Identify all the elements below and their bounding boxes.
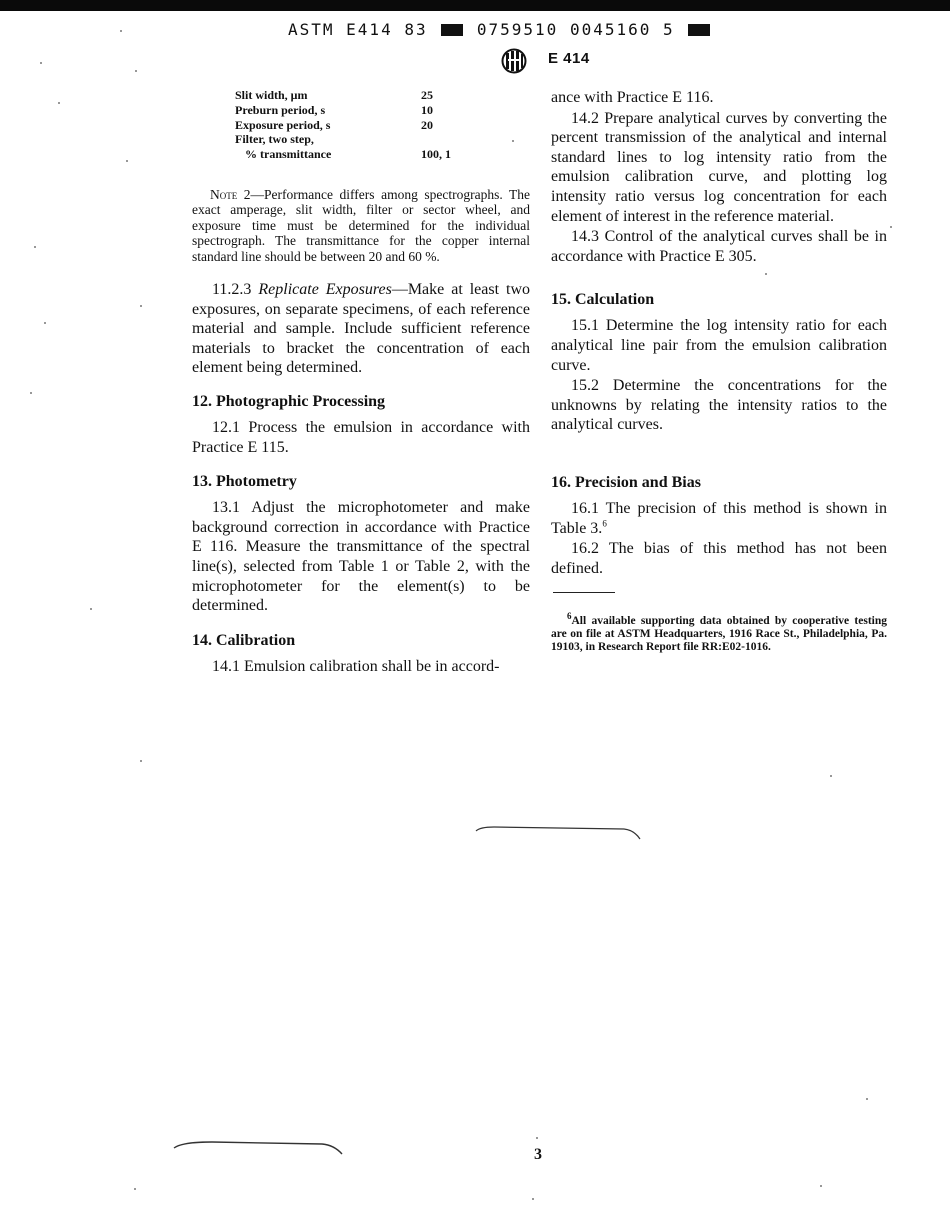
scan-speck xyxy=(40,62,42,64)
scan-speck xyxy=(765,273,767,275)
scan-top-border xyxy=(0,0,950,11)
footnote-ref: 6 xyxy=(602,518,607,529)
right-column xyxy=(551,88,887,654)
scan-speck xyxy=(512,140,514,142)
paragraph-14-2: 14.2 Prepare analytical curves by converting the percent transmission of the analytical and internal standard lines to log intensity ratio from the emulsion calibration curve, and plotting log intensity ratio versus log concentration for each element of interest in the reference material. xyxy=(551,109,887,225)
scan-stroke-mark xyxy=(474,822,644,842)
note-label: Note 2 xyxy=(210,186,251,202)
scan-speck xyxy=(135,70,137,72)
scan-speck xyxy=(90,608,92,610)
heading-precision-and-bias: 16. Precision and Bias xyxy=(551,473,701,491)
parameter-row xyxy=(235,88,530,103)
parameter-value: 100, 1 xyxy=(421,147,451,162)
scan-speck xyxy=(820,1185,822,1187)
scan-speck xyxy=(830,775,832,777)
parameter-label: Preburn period, s xyxy=(235,102,326,117)
footnote xyxy=(551,611,887,654)
heading-photographic-processing: 12. Photographic Processing xyxy=(192,392,386,410)
paragraph-14-1-continued: ance with Practice E 116. xyxy=(551,89,714,106)
scan-speck xyxy=(536,1137,538,1139)
heading-calibration: 14. Calibration xyxy=(192,631,296,649)
footnote-marker: 6 xyxy=(567,611,572,622)
redaction-block xyxy=(441,24,463,36)
section-number: 11.2.3 xyxy=(212,281,252,299)
redaction-block xyxy=(688,24,710,36)
parameter-label: % transmittance xyxy=(245,147,332,162)
paragraph-15-2: 15.2 Determine the concentrations for the unknowns by relating the intensity ratios to the analytical curves. xyxy=(551,377,887,434)
section-title: Replicate Exposures xyxy=(258,281,392,299)
parameter-label: Exposure period, s xyxy=(235,117,331,132)
paragraph-13-1: 13.1 Adjust the microphotometer and make background correction in accordance with Practice E 116. Measure the transmittance of the spectral line(s), selected from Table 1 or Table 2, with the microphotometer for the element(s) to be determined. xyxy=(192,499,530,615)
scan-speck xyxy=(34,246,36,248)
paragraph-11-2-3 xyxy=(192,280,530,378)
paragraph-14-3: 14.3 Control of the analytical curves shall be in accordance with Practice E 305. xyxy=(551,228,887,265)
paragraph-16-1 xyxy=(551,499,887,538)
document-code-header xyxy=(288,20,718,39)
paragraph-12-1: 12.1 Process the emulsion in accordance with Practice E 115. xyxy=(192,418,530,456)
note-text: —Performance differs among spectrographs. The exact amperage, slit width, filter or sector wheel, and exposure time must be determined for the individual spectrograph. The transmittance for the copper internal standard line should be between 20 and 60 %. xyxy=(192,186,530,264)
left-column xyxy=(192,88,530,676)
heading-calculation: 15. Calculation xyxy=(551,291,655,309)
scan-speck xyxy=(134,1188,136,1190)
scan-speck xyxy=(140,760,142,762)
note-2 xyxy=(192,187,530,264)
paragraph-16-2: 16.2 The bias of this method has not been defined. xyxy=(551,540,887,577)
footnote-rule xyxy=(553,592,615,593)
parameter-row xyxy=(235,103,530,118)
scan-speck xyxy=(532,1198,534,1200)
parameter-row xyxy=(235,118,530,133)
parameter-row xyxy=(235,147,530,162)
parameter-value: 10 xyxy=(421,102,433,117)
scan-speck xyxy=(126,160,128,162)
parameter-table xyxy=(235,88,530,162)
parameter-label: Filter, two step, xyxy=(235,132,314,147)
scan-speck xyxy=(866,1098,868,1100)
scan-speck xyxy=(58,102,60,104)
scan-stroke-mark xyxy=(172,1136,347,1158)
scan-speck xyxy=(120,30,122,32)
paragraph-text: 16.1 The precision of this method is shown in Table 3. xyxy=(551,499,887,537)
scan-speck xyxy=(44,322,46,324)
paragraph-text: —Make at least two exposures, on separate specimens, of each reference material and sample. Include sufficient reference materials to bracket the concentration of each element being determined. xyxy=(192,281,531,377)
astm-logo-icon xyxy=(501,48,527,74)
page-number: 3 xyxy=(534,1146,542,1163)
paragraph-14-1: 14.1 Emulsion calibration shall be in accord- xyxy=(212,657,500,675)
designation: E 414 xyxy=(548,50,590,67)
footnote-text: All available supporting data obtained by cooperative testing are on file at ASTM Headquarters, 1916 Race St., Philadelphia, Pa. 19103, in Research Report file RR:E02-1016. xyxy=(551,615,887,654)
paragraph-15-1: 15.1 Determine the log intensity ratio for each analytical line pair from the emulsion calibration curve. xyxy=(551,317,887,374)
heading-photometry: 13. Photometry xyxy=(192,473,297,491)
parameter-row xyxy=(235,132,530,147)
code-prefix: ASTM E414 83 xyxy=(288,20,428,39)
scan-speck xyxy=(890,226,892,228)
code-mid: 0759510 0045160 5 xyxy=(476,20,675,39)
parameter-label: Slit width, μm xyxy=(235,88,308,102)
scan-speck xyxy=(140,305,142,307)
parameter-value: 20 xyxy=(421,117,433,132)
scan-speck xyxy=(30,392,32,394)
parameter-value: 25 xyxy=(421,88,433,102)
